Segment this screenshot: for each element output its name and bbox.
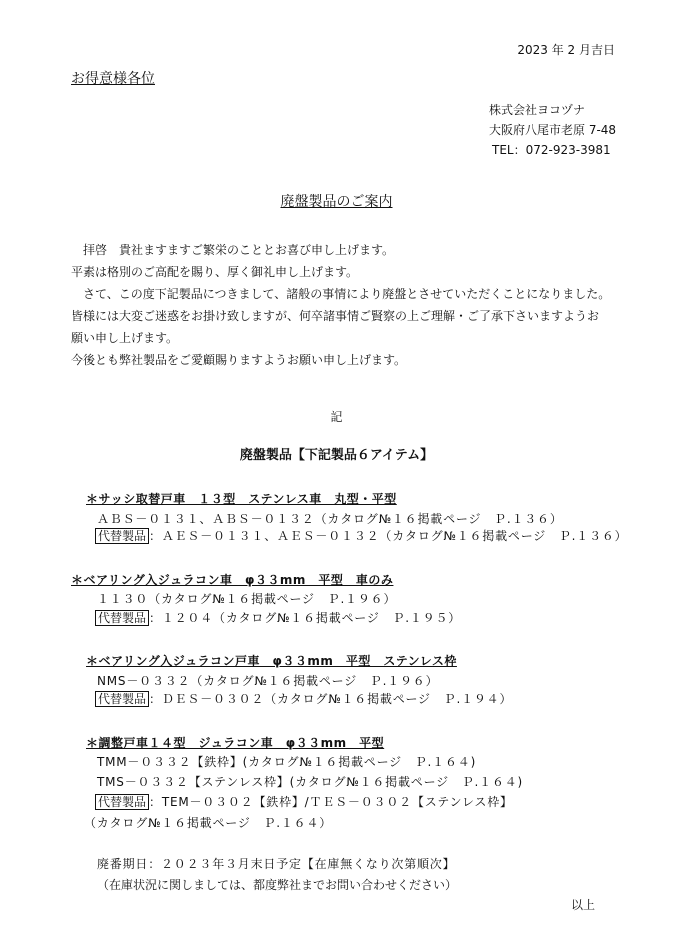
issue-date: 2023 年 2 月吉日 <box>517 43 615 57</box>
stock-note: （在庫状況に関しましては、都度弊社までお問い合わせください） <box>97 878 458 892</box>
body-line: 願い申し上げます。 <box>71 331 179 345</box>
section-heading: 廃盤製品【下記製品６アイテム】 <box>239 448 434 463</box>
substitute-label: 代替製品 <box>95 610 149 626</box>
substitute-label: 代替製品 <box>95 528 149 544</box>
ki-marker: 記 <box>330 410 343 424</box>
closing: 以上 <box>571 898 596 912</box>
substitute-text: ：ＡＥＳ－０１３１、ＡＥＳ－０１３２（カタログ№１６掲載ページ Ｐ.１３６） <box>149 529 628 543</box>
recipient: お得意様各位 <box>71 71 155 87</box>
substitute-text: ：TEM－０３０２【鉄枠】/ＴＥＳ－０３０２【ステンレス枠】 <box>149 795 513 809</box>
company-name: 株式会社ヨコヅナ <box>489 103 586 117</box>
item-line: TMM－０３３２【鉄枠】(カタログ№１６掲載ページ Ｐ.１６４) <box>97 755 477 769</box>
substitute-line <box>95 530 627 542</box>
document-title: 廃盤製品のご案内 <box>280 194 393 210</box>
item-title: ＊ベアリング入ジュラコン車 φ３３mm 平型 車のみ <box>71 573 394 587</box>
substitute-line <box>95 796 513 808</box>
body-line: 皆様には大変ご迷惑をお掛け致しますが、何卒諸事情ご賢察の上ご理解・ご了承下さいますようお <box>71 309 600 323</box>
substitute-line <box>95 693 512 705</box>
item-extra: （カタログ№１６掲載ページ Ｐ.１６４） <box>84 816 333 830</box>
body-line: 拝啓 貴社ますますご繁栄のこととお喜び申し上げます。 <box>71 243 395 257</box>
company-address: 大阪府八尾市老原 7-48 <box>489 123 617 137</box>
substitute-line <box>95 612 461 624</box>
discontinue-date-note: 廃番期日：２０２３年３月末日予定【在庫無くなり次第順次】 <box>97 857 456 871</box>
item-line: TMS－０３３２【ステンレス枠】(カタログ№１６掲載ページ Ｐ.１６４) <box>97 775 524 789</box>
company-tel: TEL：072-923-3981 <box>492 143 611 157</box>
item-line: ＡＢＳ－０１３１、ＡＢＳ－０１３２（カタログ№１６掲載ページ Ｐ.１３６） <box>97 512 563 526</box>
body-line: 平素は格別のご高配を賜り、厚く御礼申し上げます。 <box>71 265 359 279</box>
substitute-label: 代替製品 <box>95 794 149 810</box>
item-title: ＊調整戸車１４型 ジュラコン車 φ３３mm 平型 <box>86 736 385 750</box>
item-line: １１３０（カタログ№１６掲載ページ Ｐ.１９６） <box>97 592 397 606</box>
body-line: 今後とも弊社製品をご愛顧賜りますようお願い申し上げます。 <box>71 353 407 367</box>
item-line: NMS－０３３２（カタログ№１６掲載ページ Ｐ.１９６） <box>97 674 439 688</box>
substitute-text: ：１２０４（カタログ№１６掲載ページ Ｐ.１９５） <box>149 611 462 625</box>
substitute-text: ：ＤＥＳ－０３０２（カタログ№１６掲載ページ Ｐ.１９４） <box>149 692 513 706</box>
document-title-wrap <box>0 195 673 209</box>
item-title: ＊サッシ取替戸車 １３型 ステンレス車 丸型・平型 <box>86 492 397 506</box>
substitute-label: 代替製品 <box>95 691 149 707</box>
body-line: さて、この度下記製品につきまして、諸般の事情により廃盤とさせていただくことになりました。 <box>71 287 611 301</box>
item-title: ＊ベアリング入ジュラコン戸車 φ３３mm 平型 ステンレス枠 <box>86 654 457 668</box>
